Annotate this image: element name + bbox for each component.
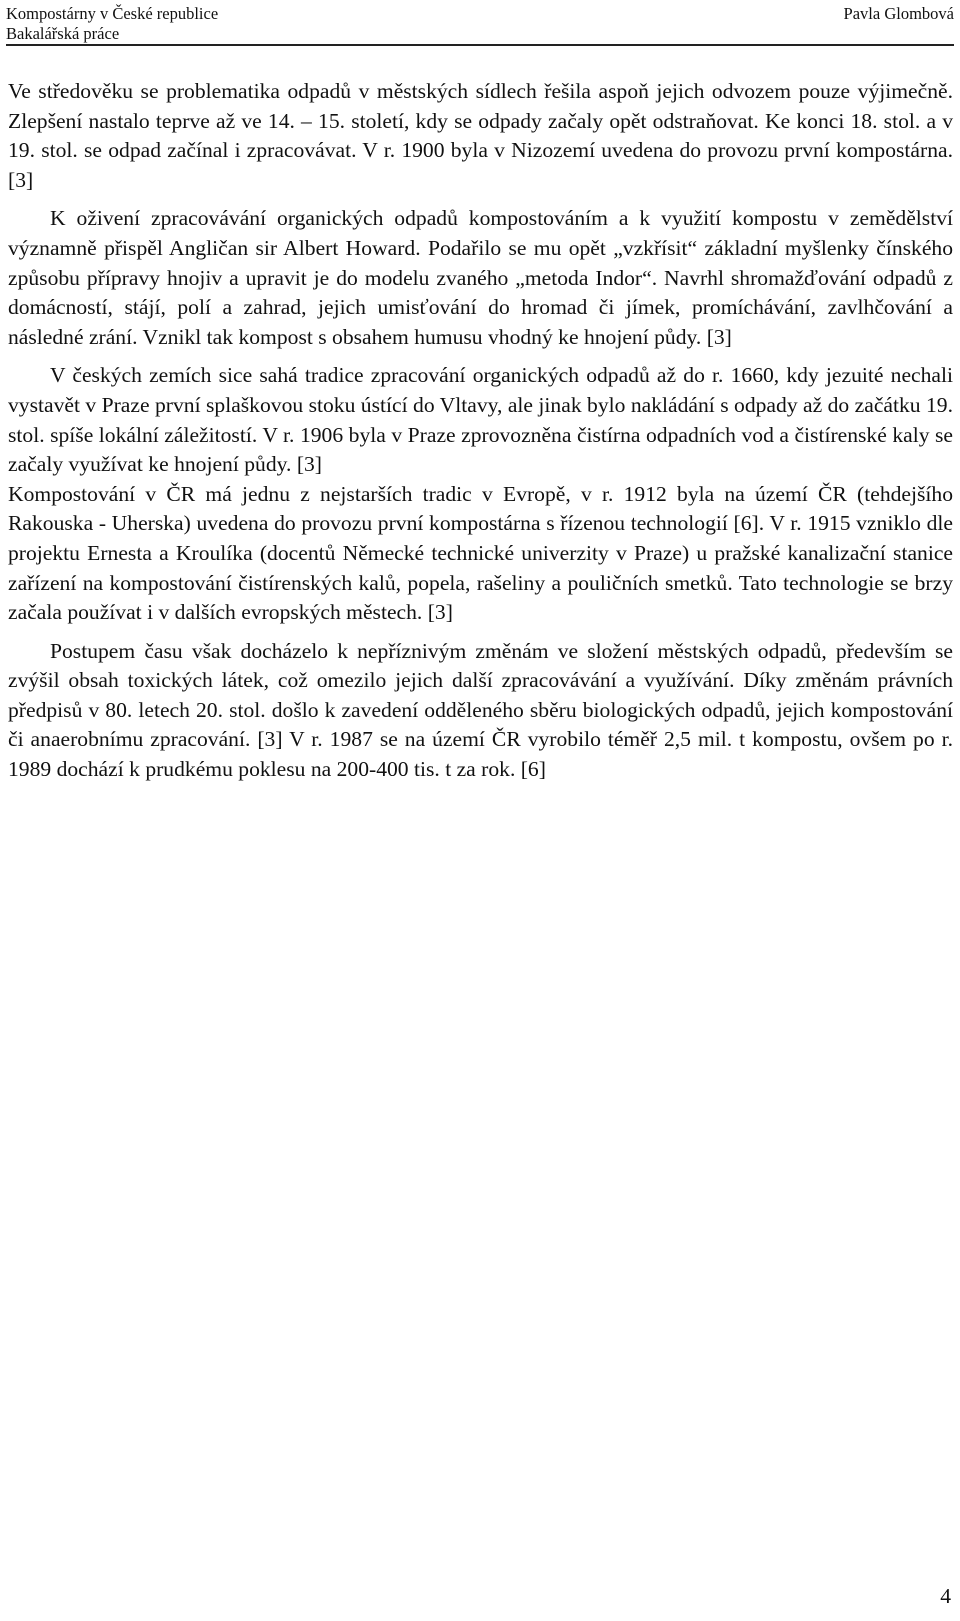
paragraph-history-middle-ages: Ve středověku se problematika odpadů v městských sídlech řešila aspoň jejich odvozem pouze výjimečně. Zlepšení nastalo teprve až ve 14. – 15. století, kdy se odpady začaly opět odstraňovat. Ke konci 18. stol. a v 19. stol. se odpad začínal i zpracovávat. V r. 1900 byla v Nizozemí uvedena do provozu první kompostárna. [3] bbox=[8, 79, 953, 192]
author-name: Pavla Glombová bbox=[843, 4, 954, 23]
paragraph-later-changes: Postupem času však docházelo k nepříznivým změnám ve složení městských odpadů, především se zvýšil obsah toxických látek, což omezilo jejich další zpracovávání a využívání. Díky změnám právních předpisů v 80. letech 20. stol. došlo k zavedení odděleného sběru biologických odpadů, jejich kompostování či anaerobnímu zpracování. [3] V r. 1987 se na území ČR vyrobilo téměř 2,5 mil. t kompostu, ovšem po r. 1989 dochází k prudkému poklesu na 200-400 tis. t za rok. [6] bbox=[8, 638, 953, 782]
header-left bbox=[6, 4, 218, 44]
paragraph-czech-lands: V českých zemích sice sahá tradice zpracování organických odpadů až do r. 1660, kdy jezuité nechali vystavět v Praze první splaškovou stoku ústící do Vltavy, ale jinak bylo nakládání s odpady až do začátku 19. stol. spíše lokální záležitostí. V r. 1906 byla v Praze zprovozněna čistírna odpadních vod a čistírenské kaly se začaly využívat ke hnojení půdy. [3] bbox=[8, 363, 953, 477]
paragraph-albert-howard: K oživení zpracovávání organických odpadů kompostováním a k využití kompostu v zemědělství významně přispěl Angličan sir Albert Howard. Podařilo se mu opět „vzkřísit“ základní myšlenky čínského způsobu přípravy hnojiv a upravit je do modelu zvaného „metoda Indor“. Navrhl shromažďování odpadů z domácností, stájí, polí a zahrad, jejich umisťování do hromad či jímek, promíchávání, zavlhčování a následné zrání. Vznikl tak kompost s obsahem humusu vhodný ke hnojení půdy. [3] bbox=[8, 206, 953, 349]
document-subtitle: Bakalářská práce bbox=[6, 24, 120, 43]
page-header bbox=[6, 4, 954, 46]
paragraph-composting-cr: Kompostování v ČR má jednu z nejstarších tradic v Evropě, v r. 1912 byla na území ČR (tehdejšího Rakouska - Uherska) uvedena do provozu první kompostárna s řízenou technologií [6]. V r. 1915 vzniklo dle projektu Ernesta a Kroulíka (docentů Německé technické univerzity v Praze) u pražské kanalizační stanice zařízení na kompostování čistírenských kalů, popela, rašeliny a pouličních smetků. Tato technologie se brzy začala používat i v dalších evropských městech. [3] bbox=[8, 481, 953, 625]
document-title: Kompostárny v České republice bbox=[6, 4, 219, 23]
page-number: 4 bbox=[940, 1584, 951, 1608]
document-body bbox=[8, 77, 953, 785]
